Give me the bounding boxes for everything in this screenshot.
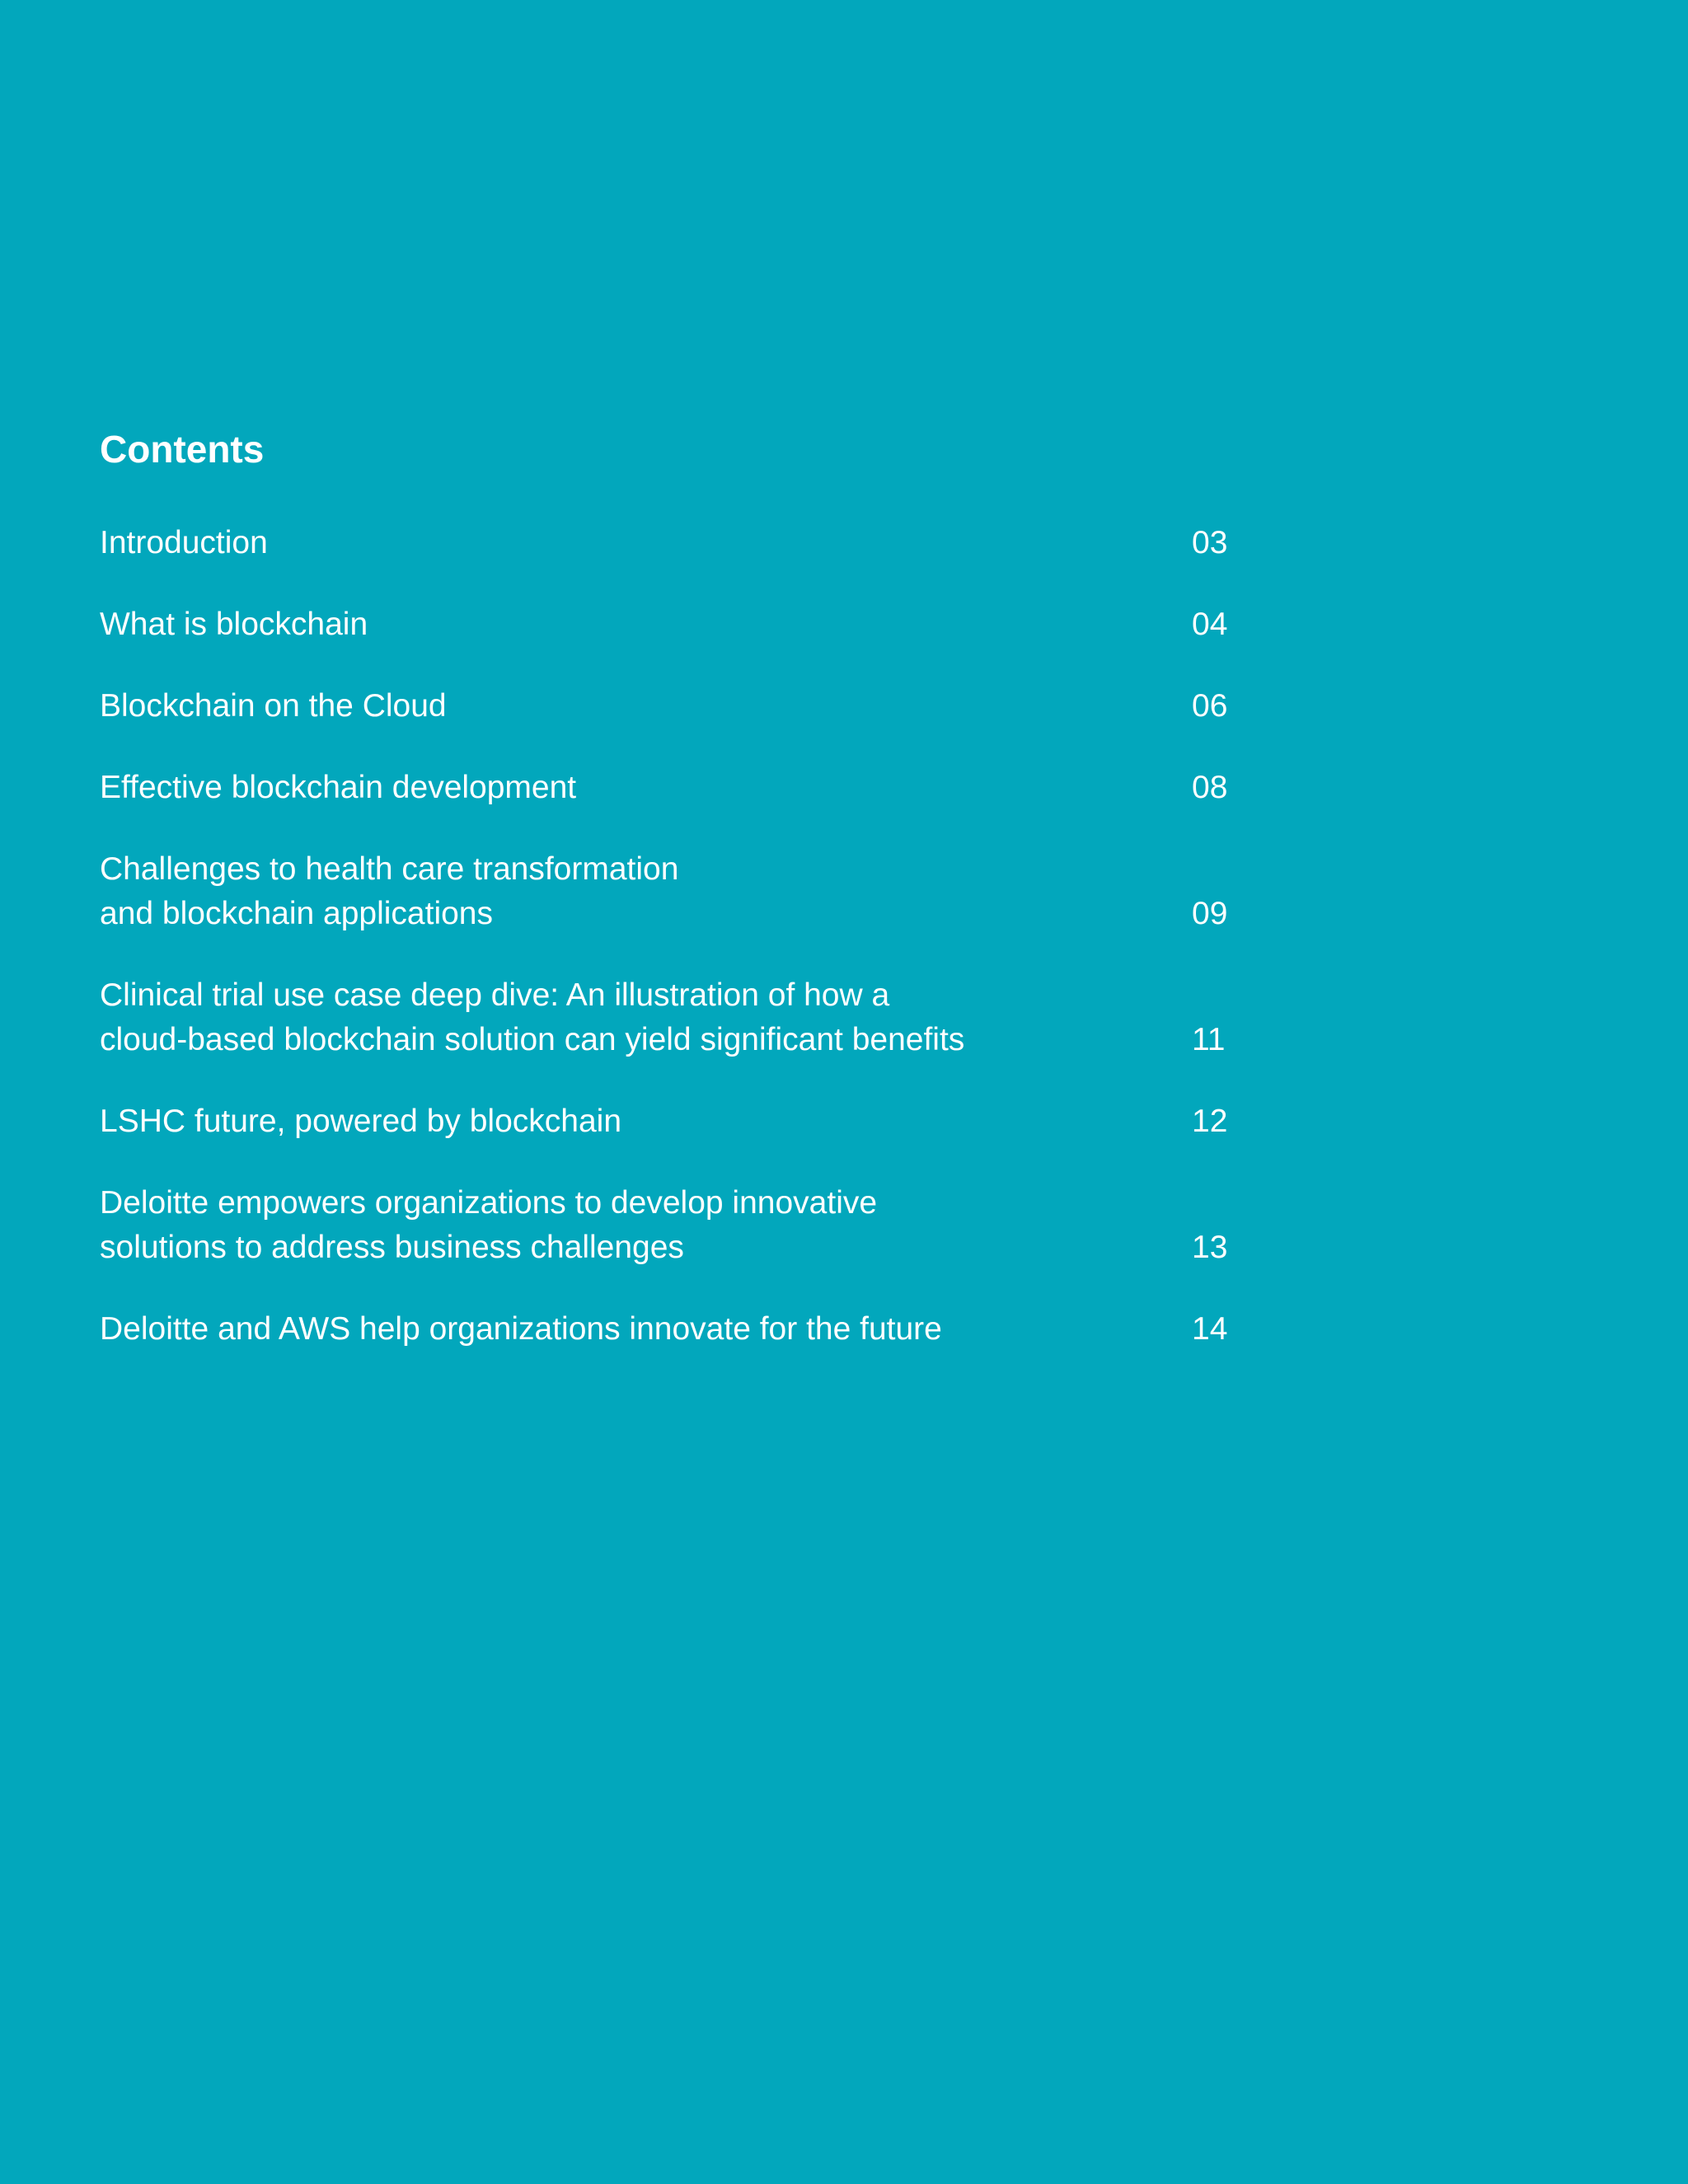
toc-entry-title bbox=[100, 1181, 1192, 1270]
toc-page-number: 14 bbox=[1192, 1311, 1228, 1347]
toc-entry-title bbox=[100, 1307, 1192, 1352]
table-of-contents bbox=[100, 521, 1254, 1389]
toc-title-line: and blockchain applications bbox=[100, 896, 493, 931]
toc-entry-title bbox=[100, 973, 1192, 1062]
contents-heading: Contents bbox=[100, 428, 265, 471]
toc-entry-title bbox=[100, 684, 1192, 729]
toc-entry-title bbox=[100, 521, 1192, 565]
toc-title-line: LSHC future, powered by blockchain bbox=[100, 1104, 622, 1139]
toc-title-line: Introduction bbox=[100, 525, 268, 560]
toc-title-line: Challenges to health care transformation bbox=[100, 851, 679, 887]
toc-title-line: solutions to address business challenges bbox=[100, 1230, 684, 1265]
toc-title-line: Deloitte empowers organizations to develop innovative bbox=[100, 1185, 878, 1221]
toc-title-line: What is blockchain bbox=[100, 607, 368, 642]
toc-entry[interactable] bbox=[100, 521, 1254, 565]
toc-title-line: Clinical trial use case deep dive: An illustration of how a bbox=[100, 977, 890, 1013]
toc-entry[interactable] bbox=[100, 1307, 1254, 1352]
toc-title-line: Effective blockchain development bbox=[100, 770, 577, 805]
toc-entry[interactable] bbox=[100, 1181, 1254, 1270]
toc-entry[interactable] bbox=[100, 766, 1254, 810]
toc-title-line: Blockchain on the Cloud bbox=[100, 688, 447, 724]
toc-page-number: 11 bbox=[1192, 1022, 1226, 1057]
toc-page-number: 13 bbox=[1192, 1230, 1228, 1265]
toc-entry-title bbox=[100, 847, 1192, 936]
toc-title-line: cloud-based blockchain solution can yield significant benefits bbox=[100, 1022, 965, 1057]
toc-entry[interactable] bbox=[100, 973, 1254, 1062]
toc-page-number: 09 bbox=[1192, 896, 1228, 931]
toc-page-number: 08 bbox=[1192, 770, 1228, 805]
toc-entry-title bbox=[100, 1099, 1192, 1144]
toc-page-number: 04 bbox=[1192, 607, 1228, 642]
toc-entry[interactable] bbox=[100, 684, 1254, 729]
toc-entry[interactable] bbox=[100, 1099, 1254, 1144]
toc-page-number: 12 bbox=[1192, 1104, 1228, 1139]
toc-entry-title bbox=[100, 602, 1192, 647]
toc-page-number: 03 bbox=[1192, 525, 1228, 560]
toc-title-line: Deloitte and AWS help organizations innovate for the future bbox=[100, 1311, 942, 1347]
toc-entry-title bbox=[100, 766, 1192, 810]
toc-entry[interactable] bbox=[100, 602, 1254, 647]
toc-page-number: 06 bbox=[1192, 688, 1228, 724]
toc-entry[interactable] bbox=[100, 847, 1254, 936]
